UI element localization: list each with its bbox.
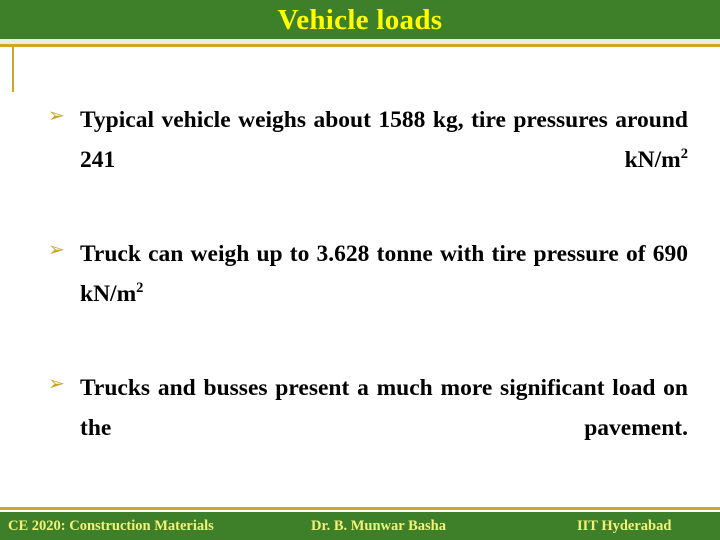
footer-divider — [0, 507, 720, 510]
gold-divider-left — [12, 46, 14, 92]
list-item-text — [80, 368, 688, 488]
page-title: Vehicle loads — [277, 3, 443, 36]
gold-divider-top — [0, 44, 720, 47]
slide-title-bar — [0, 0, 720, 39]
slide-body — [0, 100, 720, 490]
arrow-bullet-icon: ➢ — [48, 237, 65, 261]
list-item — [0, 100, 720, 220]
superscript-exponent: 2 — [136, 280, 144, 297]
list-item-text — [80, 100, 688, 220]
list-item-text-main: Typical vehicle weighs about 1588 kg, tire pressures around 241 kN/m — [80, 107, 688, 173]
footer-instructor-label: Dr. B. Munwar Basha — [311, 518, 446, 534]
list-item-text-main: Truck can weigh up to 3.628 tonne with tire pressure of 690 kN/m — [80, 241, 688, 307]
footer-institution-label: IIT Hyderabad — [577, 518, 672, 534]
list-item — [0, 368, 720, 488]
list-item — [0, 234, 720, 354]
superscript-exponent: 2 — [680, 146, 688, 163]
list-item-text — [80, 234, 688, 354]
arrow-bullet-icon: ➢ — [48, 103, 65, 127]
slide-footer — [0, 512, 720, 540]
list-item-text-main: Trucks and busses present a much more significant load on the pavement. — [80, 375, 688, 441]
footer-course-label: CE 2020: Construction Materials — [8, 518, 214, 534]
arrow-bullet-icon: ➢ — [48, 371, 65, 395]
